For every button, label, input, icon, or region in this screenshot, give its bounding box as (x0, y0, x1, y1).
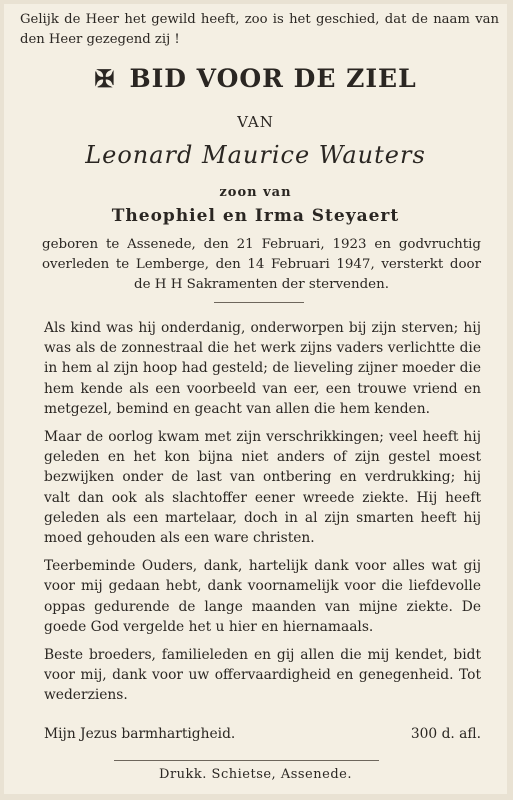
paragraph: Beste broeders, familieleden en gij allen die mij kendet, bidt voor mij, dank voor uw offervaardigheid en genegenheid. Tot wederziens. (44, 647, 481, 704)
van-label: VAN (237, 113, 274, 131)
memorial-card (4, 4, 507, 794)
body-text (44, 318, 481, 714)
divider-short (214, 302, 304, 303)
paragraph: Teerbeminde Ouders, dank, hartelijk dank voor alles wat gij voor mij gedaan hebt, dank voornamelijk voor die liefdevolle oppas gedurende de lange maanden van mijne ziekte. De goede God vergelde het u hier en hiernamaals. (44, 558, 481, 635)
indulgence-note: 300 d. afl. (410, 726, 481, 742)
opening-prayer: Gelijk de Heer het gewild heeft, zoo is het geschied, dat de naam van den Heer gezegend zij ! (20, 12, 499, 47)
printer-credit: Drukk. Schietse, Assenede. (159, 767, 352, 782)
paragraph: Als kind was hij onderdanig, onderworpen bij zijn sterven; hij was als de zonnestraal die het werk zijns vaders verlichtte die in hem al zijn hoop had gesteld; de lieveling zijner moeder die hem kende als een voorbeeld van eer, een trouwe vriend en metgezel, bemind en geacht van allen die hem kenden. (44, 320, 481, 417)
deceased-name: Leonard Maurice Wauters (85, 141, 426, 169)
card-title (4, 64, 507, 93)
closing-line (44, 726, 481, 742)
paragraph: Maar de oorlog kwam met zijn verschrikkingen; veel heeft hij geleden en het kon bijna niet anders of zijn gestel moest bezwijken onder de last van ontbering en verdrukking; hij valt dan ook als slachtoffer eener wreede ziekte. Hij heeft geleden als een martelaar, doch in al zijn smarten heeft hij moed gehouden als een ware christen. (44, 429, 481, 547)
zoon-van-label: zoon van (219, 185, 292, 200)
closing-prayer: Mijn Jezus barmhartigheid. (44, 726, 236, 742)
title-text: BID VOOR DE ZIEL (129, 64, 417, 93)
parents-names: Theophiel en Irma Steyaert (111, 206, 400, 226)
cross-icon: ✠ (94, 64, 116, 93)
divider-long (114, 760, 379, 761)
birth-death-dates: geboren te Assenede, den 21 Februari, 1923 en godvruchtig overleden te Lemberge, den 14 Februari 1947, versterkt door de H H Sakramenten der stervenden. (42, 237, 481, 292)
